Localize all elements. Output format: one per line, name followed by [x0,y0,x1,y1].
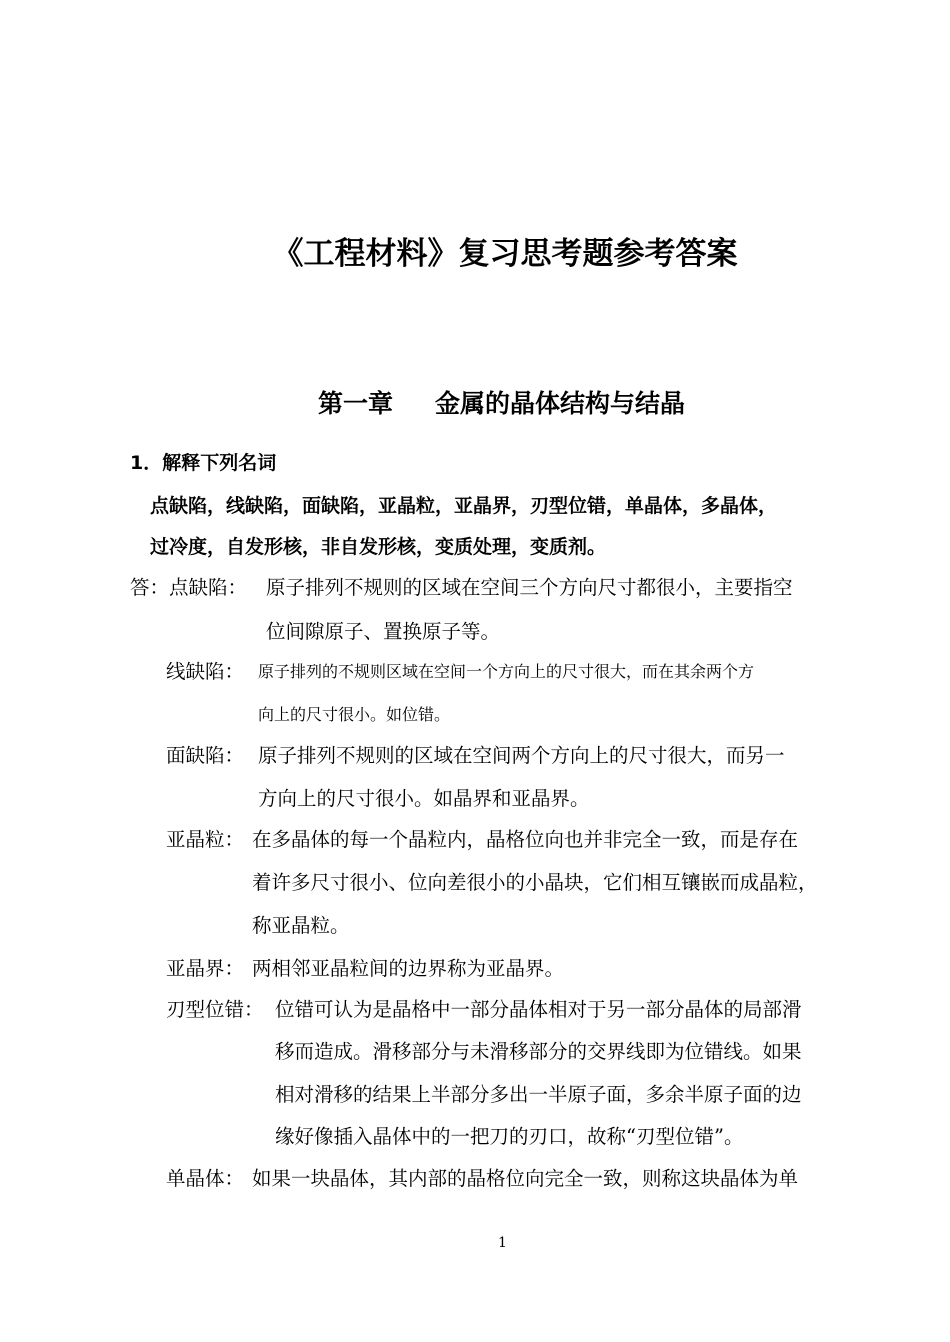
answer-edge-dislocation-line1: 位错可认为是晶格中一部分晶体相对于另一部分晶体的局部滑 [275,998,802,1021]
answer-subgrain-line3: 称亚晶粒。 [252,914,350,937]
answer-subgrain-line1: 在多晶体的每一个晶粒内，晶格位向也并非完全一致，而是存在 [252,828,799,851]
answer-subgrain-boundary-label: 亚晶界： [166,957,245,980]
answer-line-defect-line2: 向上的尺寸很小。如位错。 [258,705,451,724]
answer-single-crystal-label: 单晶体： [166,1167,245,1190]
answer-line-defect-label: 线缺陷： [166,660,245,683]
question-heading: 1．解释下列名词 [130,452,277,474]
answer-surface-defect-line1: 原子排列不规则的区域在空间两个方向上的尺寸很大，而另一 [258,744,785,767]
answer-edge-dislocation-label: 刃型位错： [166,998,264,1021]
answer-line-defect-line1: 原子排列的不规则区域在空间一个方向上的尺寸很大，而在其余两个方 [258,662,755,681]
answer-subgrain-line2: 着许多尺寸很小、位向差很小的小晶块，它们相互镶嵌而成晶粒， [252,871,818,894]
answer-single-crystal-line1: 如果一块晶体，其内部的晶格位向完全一致，则称这块晶体为单 [252,1167,799,1190]
page-number: 1 [498,1235,507,1251]
answer-surface-defect-label: 面缺陷： [166,744,245,767]
document-title: 《工程材料》复习思考题参考答案 [272,236,738,272]
answer-subgrain-boundary-line1: 两相邻亚晶粒间的边界称为亚晶界。 [252,957,565,980]
question-terms-line2: 过冷度，自发形核，非自发形核，变质处理，变质剂。 [150,536,607,558]
answer-edge-dislocation-line3: 相对滑移的结果上半部分多出一半原子面，多余半原子面的边 [275,1083,802,1106]
answer-point-defect-label: 答：点缺陷： [130,576,248,599]
question-terms-line1: 点缺陷，线缺陷，面缺陷，亚晶粒，亚晶界，刃型位错，单晶体，多晶体， [150,495,778,517]
answer-point-defect-line1: 原子排列不规则的区域在空间三个方向尺寸都很小，主要指空 [266,576,793,599]
answer-edge-dislocation-line2: 移而造成。滑移部分与未滑移部分的交界线即为位错线。如果 [275,1040,802,1063]
answer-subgrain-label: 亚晶粒： [166,828,245,851]
chapter-name: 金属的晶体结构与结晶 [435,389,686,418]
chapter-heading [0,384,950,420]
answer-surface-defect-line2: 方向上的尺寸很小。如晶界和亚晶界。 [258,787,590,810]
answer-point-defect-line2: 位间隙原子、置换原子等。 [266,620,501,643]
answer-edge-dislocation-line4: 缘好像插入晶体中的一把刀的刃口，故称“刃型位错”。 [275,1125,744,1148]
chapter-number: 第一章 [317,389,393,418]
